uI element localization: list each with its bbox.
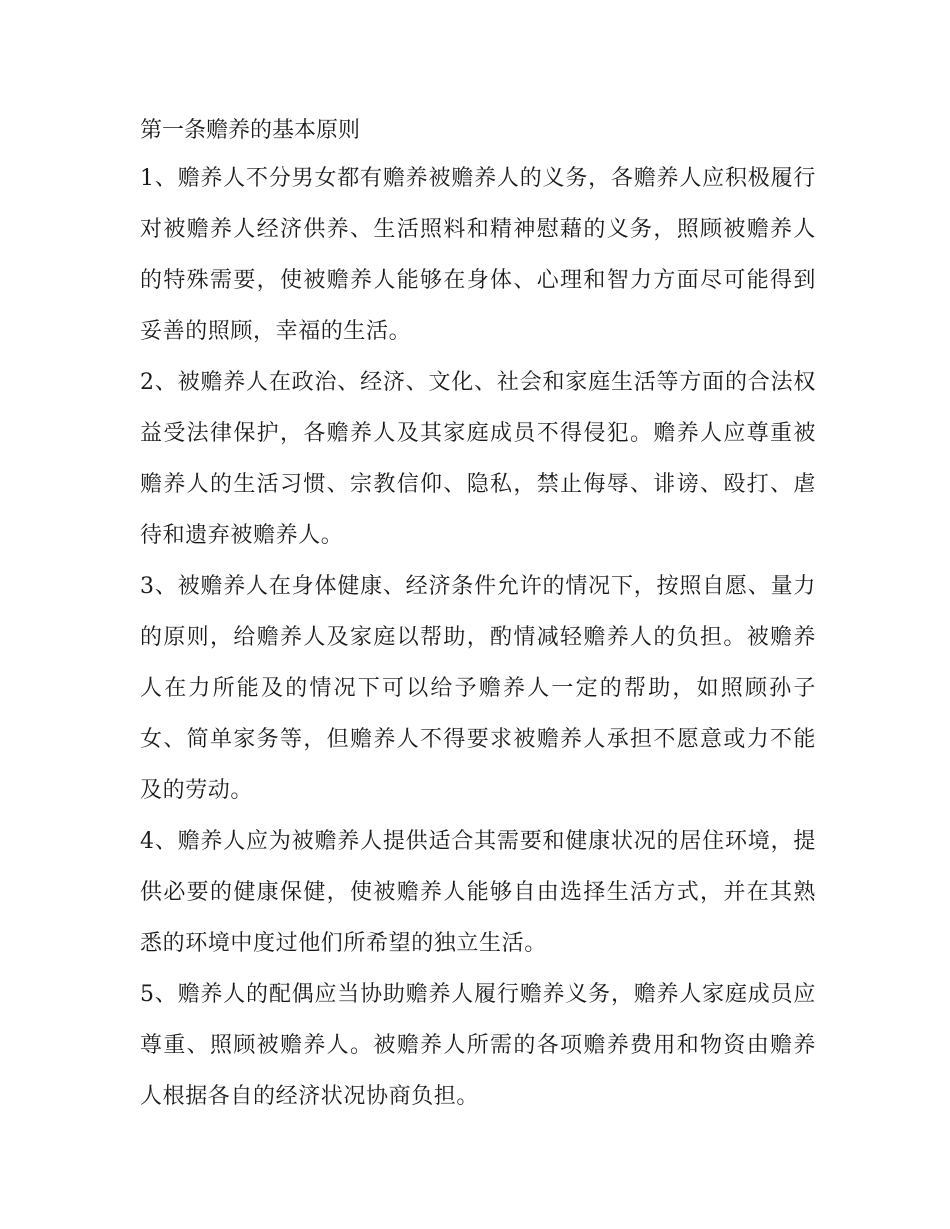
paragraph-1: 1、赡养人不分男女都有赡养被赡养人的义务，各赡养人应积极履行对被赡养人经济供养、生活照料和精神慰藉的义务，照顾被赡养人的特殊需要，使被赡养人能够在身体、心理和智力方面尽可能得到妥善的照顾，幸福的生活。 — [140, 166, 816, 344]
article-heading: 第一条赡养的基本原则 — [140, 118, 361, 143]
paragraph-3: 3、被赡养人在身体健康、经济条件允许的情况下，按照自愿、量力的原则，给赡养人及家庭以帮助，酌情减轻赡养人的负担。被赡养人在力所能及的情况下可以给予赡养人一定的帮助，如照顾孙子女、简单家务等，但赡养人不得要求被赡养人承担不愿意或力不能及的劳动。 — [140, 574, 816, 803]
paragraph-2: 2、被赡养人在政治、经济、文化、社会和家庭生活等方面的合法权益受法律保护，各赡养人及其家庭成员不得侵犯。赡养人应尊重被赡养人的生活习惯、宗教信仰、隐私，禁止侮辱、诽谤、殴打、虐待和遗弃被赡养人。 — [140, 370, 816, 548]
document-page — [140, 112, 816, 1122]
paragraph-5: 5、赡养人的配偶应当协助赡养人履行赡养义务，赡养人家庭成员应尊重、照顾被赡养人。被赡养人所需的各项赡养费用和物资由赡养人根据各自的经济状况协商负担。 — [140, 982, 816, 1109]
paragraph-4: 4、赡养人应为被赡养人提供适合其需要和健康状况的居住环境，提供必要的健康保健，使被赡养人能够自由选择生活方式，并在其熟悉的环境中度过他们所希望的独立生活。 — [140, 829, 816, 956]
